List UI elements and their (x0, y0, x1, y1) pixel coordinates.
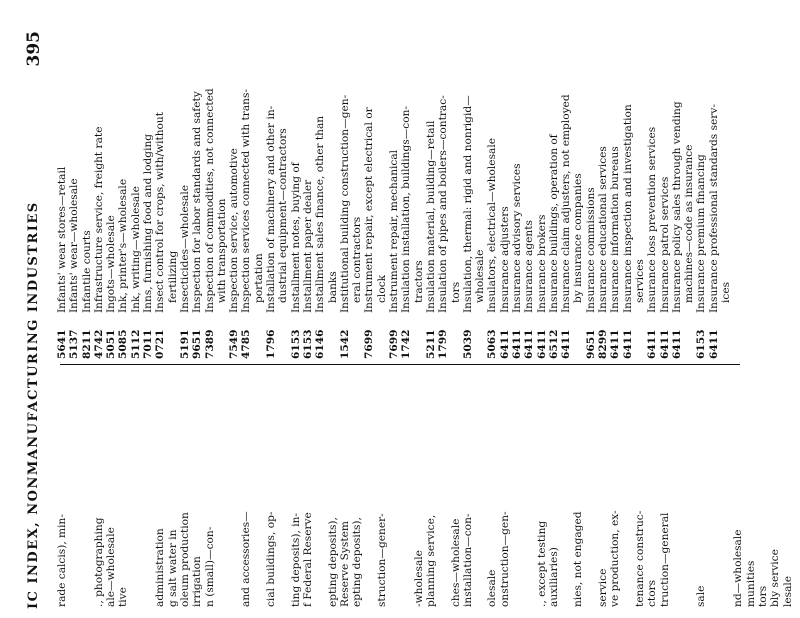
sic-code: 6411 (621, 329, 634, 359)
entry-description: onstruction—gen- (498, 511, 511, 607)
entry-description: Infants' wear—wholesale (68, 178, 81, 313)
entry-description: Ink, writing—wholesale (129, 186, 142, 313)
index-entry (191, 14, 203, 359)
left-entry (81, 377, 93, 607)
left-entry (327, 377, 339, 607)
index-entry (462, 14, 474, 359)
index-entry (671, 14, 683, 359)
index-entry (302, 14, 314, 359)
index-entry (228, 14, 240, 359)
index-entry (646, 14, 658, 359)
entry-description: Insurance information bureaus (609, 146, 622, 313)
left-entry (154, 377, 166, 607)
left-entry (191, 377, 203, 607)
left-entry (720, 377, 732, 607)
entry-description: oleum production (178, 512, 191, 607)
sic-code: 6411 (658, 329, 671, 359)
left-entry (314, 377, 326, 607)
sic-code (277, 313, 289, 359)
sic-code: 5641 (56, 329, 68, 359)
entry-description: Insurance patrol services (658, 176, 671, 313)
entry-description: g salt water in (166, 529, 179, 607)
left-entry (597, 377, 609, 607)
entry-description: ve production, ex- (609, 510, 622, 607)
entry-description: struction—gener- (375, 513, 388, 607)
index-entry (253, 14, 265, 359)
entry-description: ting deposits), in- (289, 512, 302, 607)
entry-description: Inspection service, automotive (228, 148, 241, 313)
left-entry (425, 377, 437, 607)
entry-description: sale (695, 585, 708, 607)
index-entry (659, 14, 671, 359)
sic-code: 8299 (597, 329, 610, 359)
index-entry (720, 14, 732, 359)
left-entry (659, 377, 671, 607)
index-entry (154, 14, 166, 359)
sic-code: 9651 (191, 329, 204, 359)
left-entry (167, 377, 179, 607)
left-entry (216, 377, 228, 607)
sic-code (572, 313, 584, 359)
entry-description: Insurance professional standards serv- (707, 104, 720, 313)
left-entry (68, 377, 80, 607)
entry-description: Instrument repair, mechanical (388, 149, 401, 313)
sic-code: 7699 (363, 329, 376, 359)
left-entry (93, 377, 105, 607)
left-entry (523, 377, 535, 607)
sic-code: 5039 (461, 329, 474, 359)
index-entry (609, 14, 621, 359)
sic-code: 6512 (547, 329, 560, 359)
index-entry (597, 14, 609, 359)
left-entry (142, 377, 154, 607)
index-entry (265, 14, 277, 359)
index-entry (376, 14, 388, 359)
entry-description: Insurance educational services (597, 146, 610, 313)
right-column (56, 14, 732, 359)
page-number: 395 (24, 31, 44, 67)
left-entry (585, 377, 597, 607)
sic-code: 5051 (105, 329, 118, 359)
index-entry (400, 14, 412, 359)
left-entry (253, 377, 265, 607)
entry-description: clock (375, 274, 388, 303)
index-entry (81, 14, 93, 359)
column-divider (60, 364, 740, 365)
entry-description: tors (449, 281, 462, 303)
sic-code: 4742 (92, 329, 105, 359)
sic-code (450, 313, 462, 359)
entry-description: Inspection of commodities, not connected (203, 88, 216, 313)
entry-description: Insurance policy sales through vending (670, 101, 683, 313)
entry-description: Reserve System (338, 521, 351, 607)
index-entry (142, 14, 154, 359)
index-entry (117, 14, 129, 359)
entry-description: Insect control for crops, with/without (154, 111, 167, 313)
sic-code: 1742 (400, 329, 413, 359)
entry-description: Insurance buildings, operation of (547, 134, 560, 313)
sic-code: 8211 (80, 329, 93, 359)
left-entry (695, 377, 707, 607)
left-entry (105, 377, 117, 607)
entry-description: Insulation, thermal: rigid and nonrigid— (461, 95, 474, 313)
left-entry (363, 377, 375, 607)
left-entry (339, 377, 351, 607)
entry-description: ale—wholesale (105, 527, 118, 607)
entry-description: Insurance advisory services (510, 163, 523, 313)
left-entry (179, 377, 191, 607)
entry-description: Infants' wear stores—retail (56, 166, 68, 313)
left-entry (376, 377, 388, 607)
index-entry (216, 14, 228, 359)
entry-description: Infantile courts (80, 230, 93, 313)
index-entry (363, 14, 375, 359)
index-entry (388, 14, 400, 359)
entry-description: Inspection for labor standards and safety (191, 91, 204, 313)
sic-code: 5112 (129, 329, 142, 359)
index-entry (204, 14, 216, 359)
index-entry (499, 14, 511, 359)
index-entry (450, 14, 462, 359)
entry-description: Installment notes, buying of (289, 162, 302, 313)
left-entry (671, 377, 683, 607)
left-entry (388, 377, 400, 607)
entry-description: lesale (781, 575, 794, 607)
entry-description: tors (756, 585, 769, 607)
left-entry (462, 377, 474, 607)
index-entry (339, 14, 351, 359)
entry-description: ices (720, 281, 733, 303)
sic-code: 1542 (338, 329, 351, 359)
entry-description: ., except testing (535, 520, 548, 607)
entry-description: tractors (412, 260, 425, 303)
entry-description: Insulation installation, buildings—con- (400, 106, 413, 313)
left-entry (117, 377, 129, 607)
sic-code: 5211 (424, 329, 437, 359)
entry-description: nies, not engaged (572, 511, 585, 607)
entry-description: Insurance adjusters (498, 206, 511, 313)
left-entry (240, 377, 252, 607)
entry-description: Inspection services connected with trans- (240, 88, 253, 313)
entry-description: Institutional building construction—gen- (338, 94, 351, 313)
entry-description: Insulation of pipes and boilers—contrac- (437, 95, 450, 313)
entry-description: service (597, 568, 610, 607)
left-entry (499, 377, 511, 607)
left-column (56, 377, 794, 607)
sic-code: 6411 (560, 329, 573, 359)
left-entry (708, 377, 720, 607)
sic-code: 7011 (142, 329, 155, 359)
entry-description: Insulation material, building—retail (424, 120, 437, 313)
sic-code (327, 313, 339, 359)
left-entry (351, 377, 363, 607)
index-entry (486, 14, 498, 359)
entry-description: Insecticides—wholesale (178, 184, 191, 313)
sic-code (474, 313, 486, 359)
sic-code: 6411 (646, 329, 659, 359)
sic-code: 6153 (695, 329, 708, 359)
left-entry (548, 377, 560, 607)
entry-description: fertilizing (166, 250, 179, 303)
index-entry (474, 14, 486, 359)
sic-code: 6153 (289, 329, 302, 359)
entry-description: Insurance agents (523, 220, 536, 313)
index-entry (683, 14, 695, 359)
entry-description: Inns, furnishing food and lodging (142, 133, 155, 313)
left-entry (56, 377, 68, 607)
left-entry (769, 377, 781, 607)
entry-description: Infrastructure service, freight rate (92, 126, 105, 313)
left-entry (228, 377, 240, 607)
sic-code (683, 313, 695, 359)
sic-code: 6411 (609, 329, 622, 359)
entry-description: Installment sales finance, other than (314, 115, 327, 313)
index-entry (622, 14, 634, 359)
index-entry (560, 14, 572, 359)
sic-code: 5191 (178, 329, 191, 359)
entry-description: Instrument repair, except electrical or (363, 107, 376, 313)
left-entry (609, 377, 621, 607)
left-entry (745, 377, 757, 607)
entry-description: -wholesale (412, 550, 425, 607)
left-entry (437, 377, 449, 607)
entry-description: by insurance companies (572, 173, 585, 303)
index-entry (167, 14, 179, 359)
index-entry (695, 14, 707, 359)
entry-description: cial buildings, op- (265, 511, 278, 607)
entry-description: auxiliaries) (547, 547, 560, 607)
left-entry (732, 377, 744, 607)
left-entry (782, 377, 794, 607)
entry-description: Insurance loss prevention services (646, 126, 659, 313)
entry-description: tenance construc- (633, 510, 646, 607)
entry-description: wholesale (474, 249, 487, 303)
sic-code: 6411 (498, 329, 511, 359)
index-entry (413, 14, 425, 359)
entry-description: services (633, 259, 646, 303)
index-entry (634, 14, 646, 359)
sic-code: 6146 (314, 329, 327, 359)
index-entry (240, 14, 252, 359)
sic-code (351, 313, 363, 359)
index-entry (179, 14, 191, 359)
entry-description: Insurance brokers (535, 214, 548, 313)
entry-description: eral contractors (351, 216, 364, 303)
sic-code (376, 313, 388, 359)
left-entry (646, 377, 658, 607)
entry-description: ctors (646, 579, 659, 607)
index-entry (327, 14, 339, 359)
left-entry (511, 377, 523, 607)
left-entry (572, 377, 584, 607)
entry-description: machines—code as insurance (683, 144, 696, 303)
entry-description: portation (252, 253, 265, 303)
left-entry (450, 377, 462, 607)
left-entry (757, 377, 769, 607)
sic-code: 5085 (117, 329, 130, 359)
entry-description: banks (326, 271, 339, 303)
entry-description: f Federal Reserve (301, 512, 314, 607)
left-entry (204, 377, 216, 607)
index-entry (105, 14, 117, 359)
entry-description: Installment paper dealer (301, 179, 314, 313)
left-entry (130, 377, 142, 607)
left-entry (683, 377, 695, 607)
entry-description: Ink, printer's—wholesale (117, 178, 130, 313)
index-entry (130, 14, 142, 359)
left-entry (560, 377, 572, 607)
running-header (26, 9, 46, 609)
entry-description: Insulators, electrical—wholesale (486, 138, 499, 313)
left-entry (474, 377, 486, 607)
left-entry (265, 377, 277, 607)
entry-description: epting deposits), (326, 517, 339, 607)
entry-description: Insurance inspection and investigation (621, 104, 634, 313)
entry-description: administration (154, 528, 167, 607)
sic-code (216, 313, 228, 359)
sic-code: 0721 (154, 329, 167, 359)
entry-description: rade calcis), min- (56, 514, 68, 607)
sic-code: 6411 (510, 329, 523, 359)
index-entry (93, 14, 105, 359)
sic-code: 6411 (707, 329, 720, 359)
left-entry (400, 377, 412, 607)
index-entry (56, 14, 68, 359)
entry-description: dustrial equipment—contractors (277, 128, 290, 303)
sic-code: 6411 (523, 329, 536, 359)
index-entry (511, 14, 523, 359)
entry-description: ches—wholesale (449, 518, 462, 607)
entry-description: ., photographing (92, 517, 105, 607)
sic-code: 1796 (265, 329, 278, 359)
sic-code: 7549 (228, 329, 241, 359)
index-entry (351, 14, 363, 359)
index-entry (290, 14, 302, 359)
left-entry (302, 377, 314, 607)
sic-code (167, 313, 179, 359)
left-entry (413, 377, 425, 607)
left-entry (622, 377, 634, 607)
entry-description: Insurance commissions (584, 187, 597, 313)
entry-description: nd—wholesale (732, 529, 745, 607)
sic-code: 5137 (68, 329, 81, 359)
entry-description: Installation of machinery and other in- (265, 105, 278, 313)
left-entry (277, 377, 289, 607)
index-entry (585, 14, 597, 359)
index-entry (437, 14, 449, 359)
index-entry (548, 14, 560, 359)
sic-code (634, 313, 646, 359)
page-title: IC INDEX, NONMANUFACTURING INDUSTRIES (26, 201, 41, 609)
entry-description: Insurance claim adjusters, not employed (560, 94, 573, 313)
sic-code: 9651 (584, 329, 597, 359)
entry-description: irrigation (191, 556, 204, 607)
index-entry (314, 14, 326, 359)
entry-description: with transportation (215, 198, 228, 303)
index-entry (572, 14, 584, 359)
left-entry (486, 377, 498, 607)
entry-description: bly service (769, 549, 782, 607)
sic-code: 5063 (486, 329, 499, 359)
rotated-text-block (20, 9, 794, 609)
entry-description: n (small)—con- (203, 526, 216, 607)
entry-description: munities (744, 560, 757, 607)
entry-description: olesale (486, 569, 499, 607)
entry-description: installation—con- (461, 513, 474, 607)
sic-code: 7699 (388, 329, 401, 359)
index-entry (425, 14, 437, 359)
sic-code (413, 313, 425, 359)
entry-description: truction—general (658, 512, 671, 607)
entry-description: planning service, (424, 514, 437, 607)
sic-code: 4785 (240, 329, 253, 359)
sic-code (720, 313, 732, 359)
entry-description: tive (117, 587, 130, 607)
index-entry (536, 14, 548, 359)
sic-code: 7389 (203, 329, 216, 359)
sic-code: 1799 (437, 329, 450, 359)
sic-code: 6153 (301, 329, 314, 359)
entry-description: and accessories— (240, 511, 253, 607)
sic-code (253, 313, 265, 359)
entry-description: Ingots—wholesale (105, 215, 118, 313)
sic-code: 6411 (670, 329, 683, 359)
index-entry (277, 14, 289, 359)
sic-code: 6411 (535, 329, 548, 359)
entry-description: Insurance premium financing (695, 154, 708, 313)
index-entry (68, 14, 80, 359)
index-entry (523, 14, 535, 359)
left-entry (634, 377, 646, 607)
index-entry (708, 14, 720, 359)
entry-description: epting deposits), (351, 517, 364, 607)
left-entry (536, 377, 548, 607)
left-entry (290, 377, 302, 607)
